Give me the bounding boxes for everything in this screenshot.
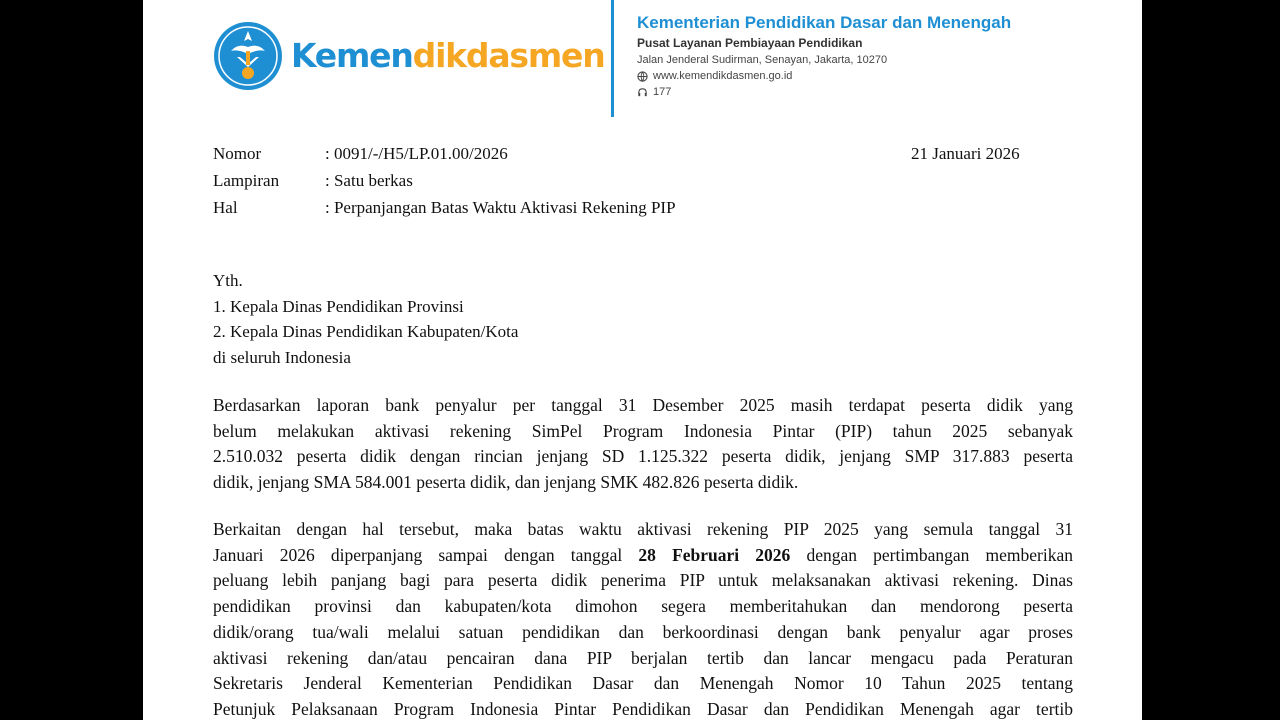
paragraph-line: Petunjuk Pelaksanaan Program Indonesia Pintar Pendidikan Dasar dan Pendidikan Menengah agar tertib	[213, 698, 1073, 719]
nomor-value: : 0091/-/H5/LP.01.00/2026	[325, 144, 508, 163]
lampiran-value: : Satu berkas	[325, 171, 413, 190]
paragraph-line: Berkaitan dengan hal tersebut, maka batas waktu aktivasi rekening PIP 2025 yang semula tanggal 31	[213, 519, 1073, 539]
headset-icon	[637, 87, 648, 98]
header-divider	[611, 0, 614, 117]
brand-part-kemen: Kemen	[291, 36, 413, 75]
phone-number: 177	[653, 86, 672, 98]
recipient-line: di seluruh Indonesia	[213, 347, 351, 367]
letter-meta	[213, 140, 676, 221]
paragraph-line: pendidikan provinsi dan kabupaten/kota dimohon segera memberitahukan dan mendorong peserta	[213, 596, 1073, 617]
paragraph-line: Januari 2026 diperpanjang sampai dengan tanggal 28 Februari 2026 dengan pertimbangan memberikan	[213, 544, 1073, 565]
unit-name: Pusat Layanan Pembiayaan Pendidikan	[637, 36, 863, 50]
brand-part-dikdasmen: dikdasmen	[412, 36, 605, 75]
paragraph-line: didik/orang tua/wali melalui satuan pendidikan dan berkoordinasi dengan bank penyalur agar proses	[213, 621, 1073, 642]
brand-wordmark	[291, 34, 605, 78]
body-paragraph-1	[213, 393, 1073, 496]
paragraph-line: belum melakukan aktivasi rekening SimPel Program Indonesia Pintar (PIP) tahun 2025 sebanyak	[213, 420, 1073, 441]
paragraph-line: Berdasarkan laporan bank penyalur per tanggal 31 Desember 2025 masih terdapat peserta didik yang	[213, 395, 1073, 415]
recipient-line: 2. Kepala Dinas Pendidikan Kabupaten/Kota	[213, 322, 519, 341]
website-row	[637, 68, 1011, 84]
letter-page	[143, 0, 1142, 720]
website-link[interactable]: www.kemendikdasmen.go.id	[653, 70, 793, 82]
letterhead-info	[637, 12, 1011, 100]
hal-value: : Perpanjangan Batas Waktu Aktivasi Rekening PIP	[325, 198, 676, 217]
paragraph-line: Sekretaris Jenderal Kementerian Pendidikan Dasar dan Menengah Nomor 10 Tahun 2025 tentang	[213, 673, 1073, 694]
tut-wuri-handayani-logo-icon	[213, 21, 283, 91]
office-address: Jalan Jenderal Sudirman, Senayan, Jakarta, 10270	[637, 54, 888, 66]
paragraph-line: peluang lebih panjang bagi para peserta didik penerima PIP untuk melaksanakan aktivasi rekening. Dinas	[213, 570, 1073, 591]
letter-date: 21 Januari 2026	[911, 144, 1020, 163]
meta-row-nomor: Nomor : 0091/-/H5/LP.01.00/2026	[213, 140, 676, 167]
paragraph-line: 2.510.032 peserta didik dengan rincian jenjang SD 1.125.322 peserta didik, jenjang SMP 317.883 peserta	[213, 446, 1073, 467]
recipient-line: Yth.	[213, 271, 243, 290]
recipients-block	[213, 268, 518, 370]
meta-row-hal: Hal : Perpanjangan Batas Waktu Aktivasi Rekening PIP	[213, 194, 676, 221]
recipient-line: 1. Kepala Dinas Pendidikan Provinsi	[213, 296, 464, 316]
extended-deadline: 28 Februari 2026	[638, 544, 791, 565]
paragraph-line: aktivasi rekening dan/atau pencairan dana PIP berjalan tertib dan lancar mengacu pada Peraturan	[213, 647, 1073, 668]
body-paragraph-2	[213, 517, 1073, 720]
phone-row	[637, 84, 1011, 100]
ministry-name: Kementerian Pendidikan Dasar dan Menengah	[637, 13, 1012, 32]
paragraph-line: didik, jenjang SMA 584.001 peserta didik, dan jenjang SMK 482.826 peserta didik.	[213, 472, 799, 493]
globe-icon	[637, 71, 648, 82]
meta-row-lampiran: Lampiran : Satu berkas	[213, 167, 676, 194]
